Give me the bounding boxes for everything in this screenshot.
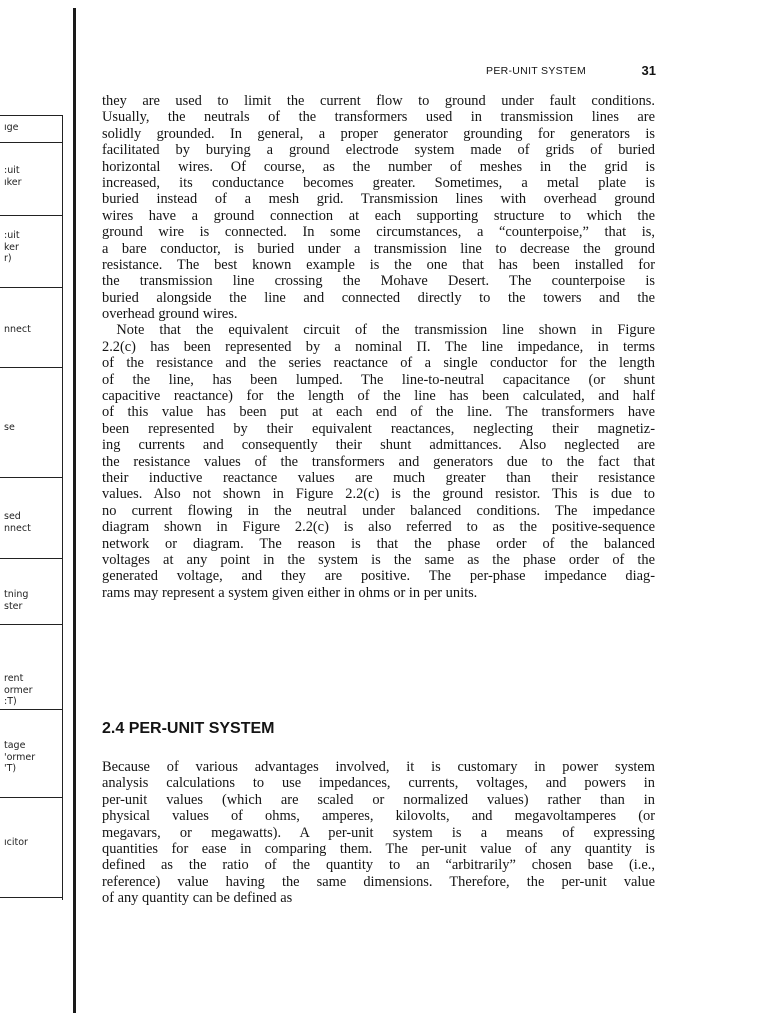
- margin-table-fragment: [0, 115, 64, 900]
- text-line: per-unit values (which are scaled or normalized values) rather than in: [102, 791, 655, 808]
- running-title: PER-UNIT SYSTEM: [486, 65, 586, 77]
- table-rule: [0, 215, 63, 216]
- text-line: of this value has been put at each end of the line. The transformers have: [102, 404, 655, 421]
- text-line: megavars, or megawatts). A per-unit system is a means of expressing: [102, 824, 655, 841]
- text-line: rams may represent a system given either in ohms or in per units.: [102, 584, 478, 601]
- text-line: they are used to limit the current flow to ground under fault conditions.: [102, 93, 655, 109]
- table-rule: [0, 897, 63, 898]
- text-line: network or diagram. The reason is that the phase order of the balanced: [102, 535, 655, 552]
- table-rule: [0, 142, 63, 143]
- text-line: their inductive reactance values are much greater than their resistance: [102, 469, 655, 486]
- paragraph-grounding: [102, 93, 655, 601]
- section-heading: 2.4 PER-UNIT SYSTEM: [102, 720, 275, 737]
- text-line: capacitive reactance) for the length of the line has been calculated, and half: [102, 388, 655, 405]
- table-border: [62, 115, 63, 900]
- text-line: values. Also not shown in Figure 2.2(c) is the ground resistor. This is due to: [102, 486, 655, 503]
- table-rule: [0, 558, 63, 559]
- text-line: resistance. The best known example is the one that has been installed for: [102, 256, 655, 273]
- table-rule: [0, 367, 63, 368]
- text-line: diagram shown in Figure 2.2(c) is also referred to as the positive-sequence: [102, 519, 655, 536]
- text-line: ing currents and consequently their shunt admittances. Also neglected are: [102, 437, 655, 454]
- table-rule: [0, 115, 63, 116]
- page-number: 31: [641, 63, 656, 78]
- text-line: Note that the equivalent circuit of the transmission line shown in Figure: [102, 322, 655, 339]
- text-line: generated voltage, and they are positive. The per-phase impedance diag-: [102, 568, 655, 585]
- text-line: horizontal wires. Of course, as the number of meshes in the grid is: [102, 158, 655, 175]
- text-line: facilitated by burying a ground electrode system made of grids of buried: [102, 142, 655, 159]
- text-line: Because of various advantages involved, it is customary in power system: [102, 759, 655, 775]
- text-line: ground wire is connected. In some circumstances, a “counterpoise,” that is,: [102, 224, 655, 241]
- book-spine-shadow: [73, 8, 76, 1013]
- margin-label: rent ormer :T): [4, 673, 33, 707]
- margin-label: nnect: [4, 324, 31, 335]
- text-line: of any quantity can be defined as: [102, 890, 293, 907]
- text-line: 2.2(c) has been represented by a nominal Π. The line impedance, in terms: [102, 338, 655, 355]
- text-line: of the resistance and the series reactance of a single conductor for the length: [102, 355, 655, 372]
- margin-label: :uit ıker: [4, 165, 22, 188]
- table-rule: [0, 287, 63, 288]
- table-rule: [0, 709, 63, 710]
- table-rule: [0, 624, 63, 625]
- margin-label: tage 'ormer 'T): [4, 740, 36, 774]
- page-header: [440, 63, 658, 79]
- text-line: the transmission line crossing the Mohave Desert. The counterpoise is: [102, 273, 655, 290]
- text-line: been represented by their equivalent reactances, neglecting their magnetiz-: [102, 420, 655, 437]
- text-line: wires have a ground connection at each supporting structure to which the: [102, 207, 655, 224]
- table-rule: [0, 797, 63, 798]
- text-line: buried alongside the line and connected directly to the towers and the: [102, 289, 655, 306]
- margin-label: sed nnect: [4, 511, 31, 534]
- text-line: defined as the ratio of the quantity to an “arbitrarily” chosen base (i.e.,: [102, 857, 655, 874]
- margin-label: tning ster: [4, 589, 29, 612]
- text-line: the resistance values of the transformers and generators due to the fact that: [102, 453, 655, 470]
- margin-label: ıge: [4, 122, 19, 133]
- text-line: Usually, the neutrals of the transformers used in transmission lines are: [102, 109, 655, 126]
- text-line: buried instead of a mesh grid. Transmission lines with overhead ground: [102, 191, 655, 208]
- paragraph-per-unit: [102, 759, 655, 907]
- text-line: voltages at any point in the system is the same as the phase order of the: [102, 551, 655, 568]
- text-line: a bare conductor, is buried under a transmission line to decrease the ground: [102, 240, 655, 257]
- text-line: physical values of ohms, amperes, kilovolts, and megavoltamperes (or: [102, 808, 655, 825]
- margin-label: ıcitor: [4, 837, 28, 848]
- table-rule: [0, 477, 63, 478]
- text-line: quantities for ease in comparing them. The per-unit value of any quantity is: [102, 840, 655, 857]
- text-line: of the line, has been lumped. The line-to-neutral capacitance (or shunt: [102, 371, 655, 388]
- text-line: reference) value having the same dimensions. Therefore, the per-unit value: [102, 873, 655, 890]
- text-line: increased, its conductance becomes greater. Sometimes, a metal plate is: [102, 174, 655, 191]
- margin-label: :uit ker r): [4, 230, 20, 264]
- margin-label: se: [4, 422, 15, 433]
- text-line: overhead ground wires.: [102, 306, 238, 323]
- text-line: analysis calculations to use impedances, currents, voltages, and powers in: [102, 775, 655, 792]
- text-line: no current flowing in the neutral under balanced conditions. The impedance: [102, 502, 655, 519]
- text-line: solidly grounded. In general, a proper generator grounding for generators is: [102, 125, 655, 142]
